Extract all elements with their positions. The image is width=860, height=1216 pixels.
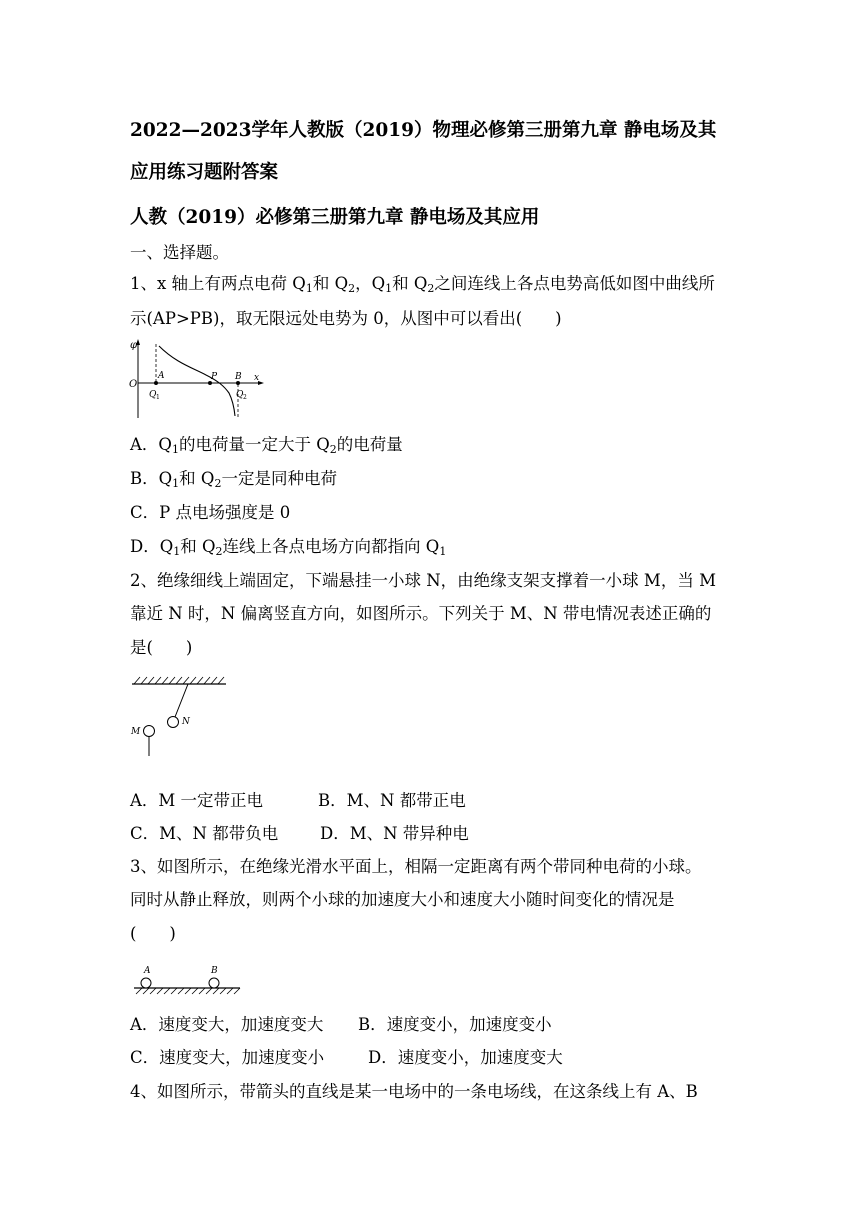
q1-line1: 1、x 轴上有两点电荷 $Q_1$和 $Q_2$，$Q_1$和 $Q_2$之间连线上各点电势高低如图中曲线所 [130, 274, 715, 295]
q3-options-row2 [130, 1048, 563, 1067]
q3-line2: 同时从静止释放，则两个小球的加速度大小和速度大小随时间变化的情况是 [130, 890, 675, 909]
q3-option-a: A．速度变大，加速度变大 [130, 1015, 324, 1034]
ball-b-label: B [211, 966, 218, 976]
q4-line1: 4、如图所示，带箭头的直线是某一电场中的一条电场线，在这条线上有 A、B [130, 1082, 698, 1101]
charge-q2-sub: 2 [243, 394, 247, 401]
q3-option-c: C．速度变大，加速度变小 [130, 1048, 325, 1067]
q2-options-row2 [130, 824, 469, 843]
ball-m-label: M [131, 727, 141, 737]
origin-label: O [129, 379, 138, 390]
section-heading: 一、选择题。 [130, 243, 229, 262]
ball-n-label: N [182, 717, 190, 727]
point-p-label: P [211, 372, 218, 382]
q1-option-a: A．$Q_1$的电荷量一定大于 $Q_2$的电荷量 [130, 435, 403, 456]
q3-option-d: D．速度变小，加速度变大 [368, 1048, 563, 1067]
q2-option-b: B．M、N 都带正电 [318, 791, 466, 810]
doc-title-line1: 2022—2023学年人教版（2019）物理必修第三册第九章 静电场及其 [130, 120, 717, 141]
q1-option-c: C．P 点电场强度是 0 [130, 503, 291, 522]
q3-balls-figure [132, 960, 242, 998]
q2-line2: 靠近 N 时，N 偏离竖直方向，如图所示。下列关于 M、N 带电情况表述正确的 [130, 604, 712, 623]
q2-option-c: C．M、N 都带负电 [130, 824, 279, 843]
ball-a-label: A [144, 966, 151, 976]
doc-title-line2: 应用练习题附答案 [130, 162, 279, 183]
q2-line3: 是( ) [130, 638, 193, 657]
q2-options-row1 [130, 791, 466, 810]
axis-x-label: x [254, 373, 260, 383]
charge-q1-label: Q [149, 390, 157, 400]
q3-line1: 3、如图所示，在绝缘光滑水平面上，相隔一定距离有两个带同种电荷的小球。 [130, 857, 702, 876]
point-a-label: A [158, 371, 165, 381]
point-b-label: B [235, 372, 242, 382]
q3-option-b: B．速度变小，加速度变小 [358, 1015, 552, 1034]
q1-line2: 示(AP>PB)，取无限远处电势为 0，从图中可以看出( ) [130, 309, 562, 328]
q3-line3: ( ) [130, 924, 176, 943]
axis-phi-label: φ [130, 340, 138, 351]
q3-options-row1 [130, 1015, 552, 1034]
q2-line1: 2、绝缘细线上端固定，下端悬挂一小球 N，由绝缘支架支撑着一小球 M，当 M [130, 571, 716, 590]
q1-potential-figure [128, 338, 273, 420]
q2-option-a: A．M 一定带正电 [130, 791, 264, 810]
q1-option-b: B．$Q_1$和 $Q_2$一定是同种电荷 [130, 469, 337, 490]
q2-option-d: D．M、N 带异种电 [320, 824, 469, 843]
doc-subtitle: 人教（2019）必修第三册第九章 静电场及其应用 [130, 207, 540, 228]
q1-option-d: D．$Q_1$和 $Q_2$连线上各点电场方向都指向 $Q_1$ [130, 537, 447, 558]
charge-q1-sub: 1 [156, 394, 160, 401]
charge-q2-label: Q [236, 390, 244, 400]
q2-pendulum-figure [128, 672, 228, 760]
